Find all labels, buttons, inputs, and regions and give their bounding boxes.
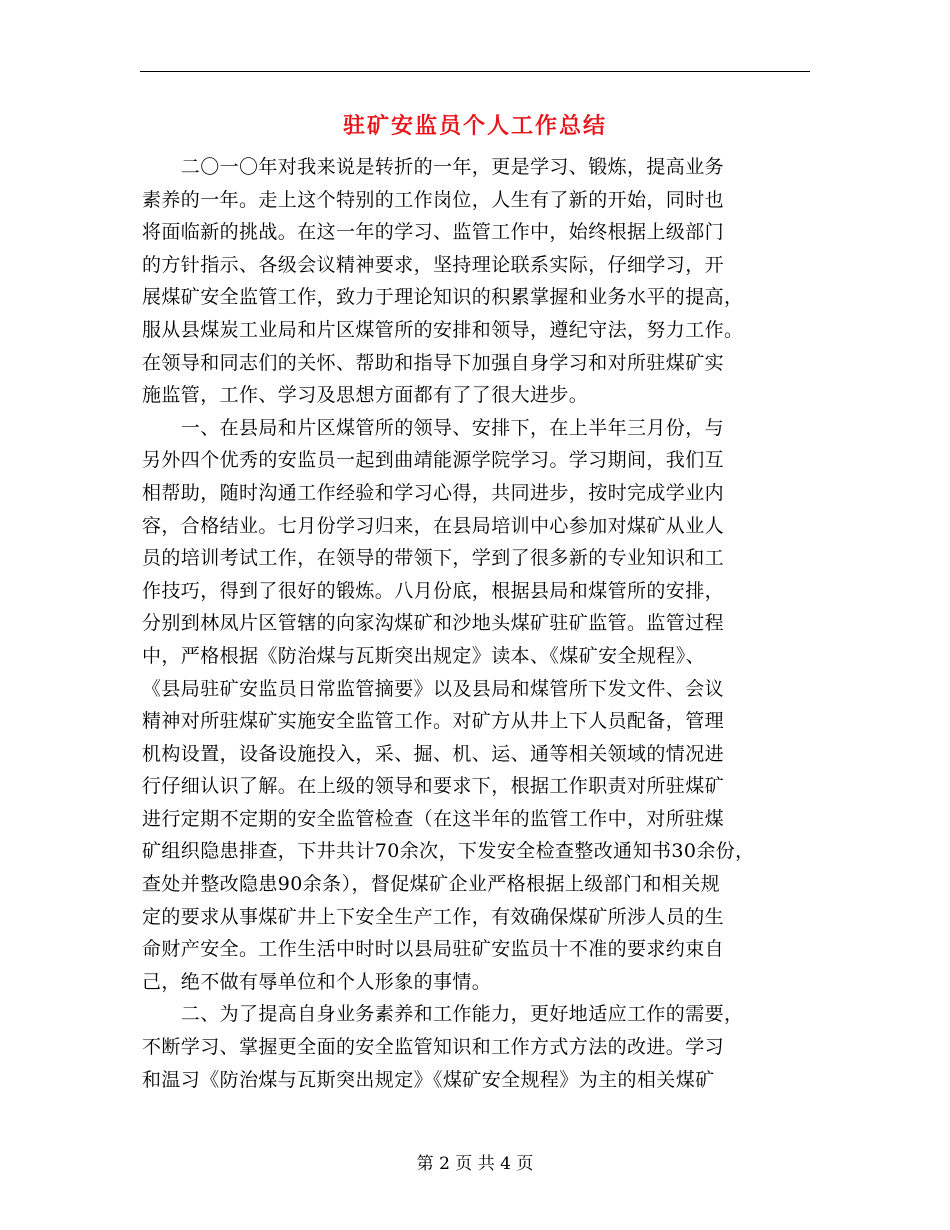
text-line: 相帮助，随时沟通工作经验和学习心得，共同进步，按时完成学业内 — [142, 481, 725, 504]
text-line: 命财产安全。工作生活中时时以县局驻矿安监员十不准的要求约束自 — [142, 938, 725, 961]
text-line: 施监管，工作、学习及思想方面都有了了很大进步。 — [142, 384, 589, 407]
text-line: 素养的一年。走上这个特别的工作岗位，人生有了新的开始，同时也 — [142, 188, 725, 211]
text-line: 员的培训考试工作，在领导的带领下，学到了很多新的专业知识和工 — [142, 547, 725, 570]
text-line: 机构设置，设备设施投入，采、掘、机、运、通等相关领域的情况进 — [142, 742, 725, 765]
text-line: 行仔细认识了解。在上级的领导和要求下，根据工作职责对所驻煤矿 — [142, 775, 725, 798]
text-line: 在领导和同志们的关怀、帮助和指导下加强自身学习和对所驻煤矿实 — [142, 351, 725, 374]
text-line: 一、在县局和片区煤管所的领导、安排下，在上半年三月份，与 — [142, 416, 725, 439]
text-line: 作技巧，得到了很好的锻炼。八月份底，根据县局和煤管所的安排， — [142, 579, 725, 602]
text-line: 展煤矿安全监管工作，致力于理论知识的积累掌握和业务水平的提高， — [142, 286, 744, 309]
text-line: 进行定期不定期的安全监管检查（在这半年的监管工作中，对所驻煤 — [142, 807, 725, 830]
text-line: 不断学习、掌握更全面的安全监管知识和工作方式方法的改进。学习 — [142, 1036, 725, 1059]
text-line: 将面临新的挑战。在这一年的学习、监管工作中，始终根据上级部门 — [142, 221, 725, 244]
text-line: 的方针指示、各级会议精神要求，坚持理论联系实际，仔细学习，开 — [142, 253, 725, 276]
document-title: 驻矿安监员个人工作总结 — [342, 113, 607, 139]
header-rule — [140, 71, 810, 72]
text-line: 定的要求从事煤矿井上下安全生产工作，有效确保煤矿所涉人员的生 — [142, 905, 725, 928]
text-line: 矿组织隐患排查，下井共计70余次，下发安全检查整改通知书30余份， — [142, 840, 755, 863]
text-line: 精神对所驻煤矿实施安全监管工作。对矿方从井上下人员配备，管理 — [142, 710, 725, 733]
text-line: 分别到林凤片区管辖的向家沟煤矿和沙地头煤矿驻矿监管。监管过程 — [142, 612, 725, 635]
text-line: 中，严格根据《防治煤与瓦斯突出规定》读本、《煤矿安全规程》、 — [142, 644, 706, 667]
text-line: 服从县煤炭工业局和片区煤管所的安排和领导，遵纪守法，努力工作。 — [142, 318, 744, 341]
document-body — [142, 151, 822, 1096]
text-line: 二、为了提高自身业务素养和工作能力，更好地适应工作的需要， — [142, 1003, 744, 1026]
text-line: 己，绝不做有辱单位和个人形象的事情。 — [142, 970, 492, 993]
text-line: 容，合格结业。七月份学习归来，在县局培训中心参加对煤矿从业人 — [142, 514, 725, 537]
page-footer: 第 2 页 共 4 页 — [416, 1154, 534, 1174]
text-line: 《县局驻矿安监员日常监管摘要》以及县局和煤管所下发文件、会议 — [142, 677, 725, 700]
text-line: 和温习《防治煤与瓦斯突出规定》《煤矿安全规程》为主的相关煤矿 — [142, 1068, 715, 1091]
text-line: 二〇一〇年对我来说是转折的一年，更是学习、锻炼，提高业务 — [142, 156, 725, 178]
text-line: 查处并整改隐患90余条），督促煤矿企业严格根据上级部门和相关规 — [142, 873, 721, 896]
text-line: 另外四个优秀的安监员一起到曲靖能源学院学习。学习期间，我们互 — [142, 449, 725, 472]
